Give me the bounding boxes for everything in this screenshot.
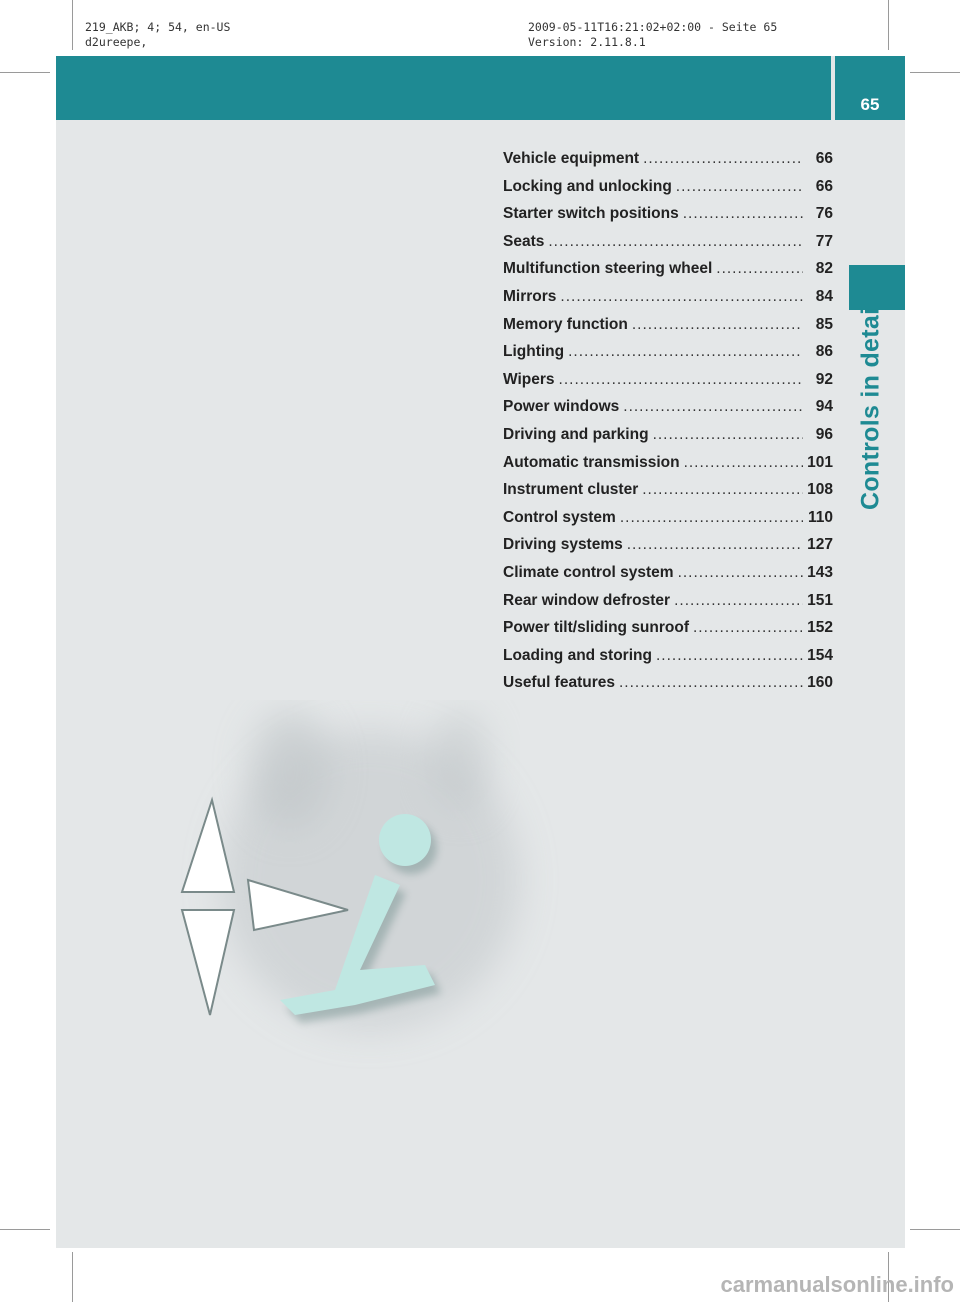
toc-entry[interactable] [503,619,833,647]
toc-entry-page: 77 [815,232,833,250]
toc-entry-title: Loading and storing [503,646,652,664]
toc-entry[interactable] [503,233,833,261]
toc-leader-dots [656,647,803,665]
toc-entry[interactable] [503,178,833,206]
toc-entry-title: Wipers [503,370,555,388]
toc-leader-dots [560,288,803,306]
climate-seat-illustration-icon [120,700,560,1100]
toc-entry[interactable] [503,647,833,675]
toc-entry[interactable] [503,343,833,371]
header-bar [56,56,831,120]
toc-entry[interactable] [503,288,833,316]
toc-entry[interactable] [503,592,833,620]
toc-leader-dots [683,205,803,223]
print-metadata-right: 2009-05-11T16:21:02+02:00 - Seite 65 Version: 2.11.8.1 [528,20,778,49]
toc-leader-dots [627,536,803,554]
toc-entry-title: Mirrors [503,287,557,305]
toc-entry[interactable] [503,150,833,178]
toc-entry-page: 94 [815,398,833,416]
toc-entry-title: Power tilt/sliding sunroof [503,619,689,637]
toc-entry-title: Starter switch positions [503,205,679,223]
crop-mark [910,72,960,73]
toc-leader-dots [676,178,803,196]
toc-entry[interactable] [503,536,833,564]
table-of-contents [503,150,833,702]
toc-entry-page: 82 [815,260,833,278]
toc-entry-title: Multifunction steering wheel [503,260,713,278]
toc-entry-page: 110 [807,508,833,526]
toc-entry[interactable] [503,674,833,702]
shadow-haze [430,710,490,810]
toc-leader-dots [643,150,803,168]
toc-leader-dots [620,509,803,527]
toc-entry-title: Automatic transmission [503,453,680,471]
toc-entry[interactable] [503,205,833,233]
crop-mark [72,1252,73,1302]
toc-entry-page: 151 [807,591,833,609]
toc-entry-page: 85 [815,315,833,333]
toc-entry[interactable] [503,454,833,482]
toc-entry-title: Power windows [503,398,620,416]
toc-entry-page: 76 [815,205,833,223]
toc-leader-dots [632,316,803,334]
toc-entry-page: 66 [815,150,833,167]
watermark: carmanualsonline.info [720,1272,954,1297]
toc-entry-title: Locking and unlocking [503,177,672,195]
toc-entry-title: Lighting [503,343,565,361]
toc-entry-page: 108 [807,481,833,499]
toc-leader-dots [619,674,803,692]
toc-leader-dots [568,343,803,361]
section-label: Controls in detail [856,300,885,510]
toc-entry-page: 101 [807,453,833,471]
toc-entry-title: Seats [503,232,545,250]
toc-leader-dots [716,260,803,278]
print-metadata-left: 219_AKB; 4; 54, en-US d2ureepe, [85,20,231,49]
toc-leader-dots [623,398,803,416]
shadow-haze [250,710,330,830]
toc-leader-dots [642,481,803,499]
toc-entry-page: 96 [815,425,833,443]
toc-entry-title: Vehicle equipment [503,150,640,167]
toc-leader-dots [693,619,803,637]
toc-entry[interactable] [503,481,833,509]
toc-entry-title: Instrument cluster [503,481,639,499]
toc-entry-title: Memory function [503,315,628,333]
toc-entry[interactable] [503,260,833,288]
toc-leader-dots [548,233,803,251]
toc-entry-page: 143 [807,563,833,581]
windshield-arrow-lower [182,910,234,1015]
toc-entry-title: Driving and parking [503,425,649,443]
toc-entry-title: Rear window defroster [503,591,671,609]
crop-mark [0,1229,50,1230]
toc-entry-page: 86 [815,343,833,361]
toc-entry-title: Driving systems [503,536,623,554]
toc-entry[interactable] [503,509,833,537]
toc-entry-page: 152 [807,619,833,637]
toc-entry-page: 127 [807,536,833,554]
toc-entry-page: 84 [815,287,833,305]
toc-entry-title: Climate control system [503,563,674,581]
toc-entry[interactable] [503,564,833,592]
crop-mark [0,72,50,73]
toc-entry-page: 92 [815,370,833,388]
crop-mark [72,0,73,50]
toc-leader-dots [678,564,803,582]
toc-entry-page: 66 [815,177,833,195]
toc-leader-dots [559,371,803,389]
toc-leader-dots [684,454,803,472]
occupant-head [379,814,431,866]
toc-entry-page: 154 [807,646,833,664]
toc-entry[interactable] [503,371,833,399]
crop-mark [888,0,889,50]
toc-leader-dots [653,426,803,444]
toc-leader-dots [674,592,803,610]
toc-entry-page: 160 [807,674,833,692]
page-number: 65 [860,95,880,114]
toc-entry[interactable] [503,398,833,426]
toc-entry-title: Control system [503,508,616,526]
crop-mark [910,1229,960,1230]
toc-entry[interactable] [503,316,833,344]
toc-entry-title: Useful features [503,674,615,692]
toc-entry[interactable] [503,426,833,454]
